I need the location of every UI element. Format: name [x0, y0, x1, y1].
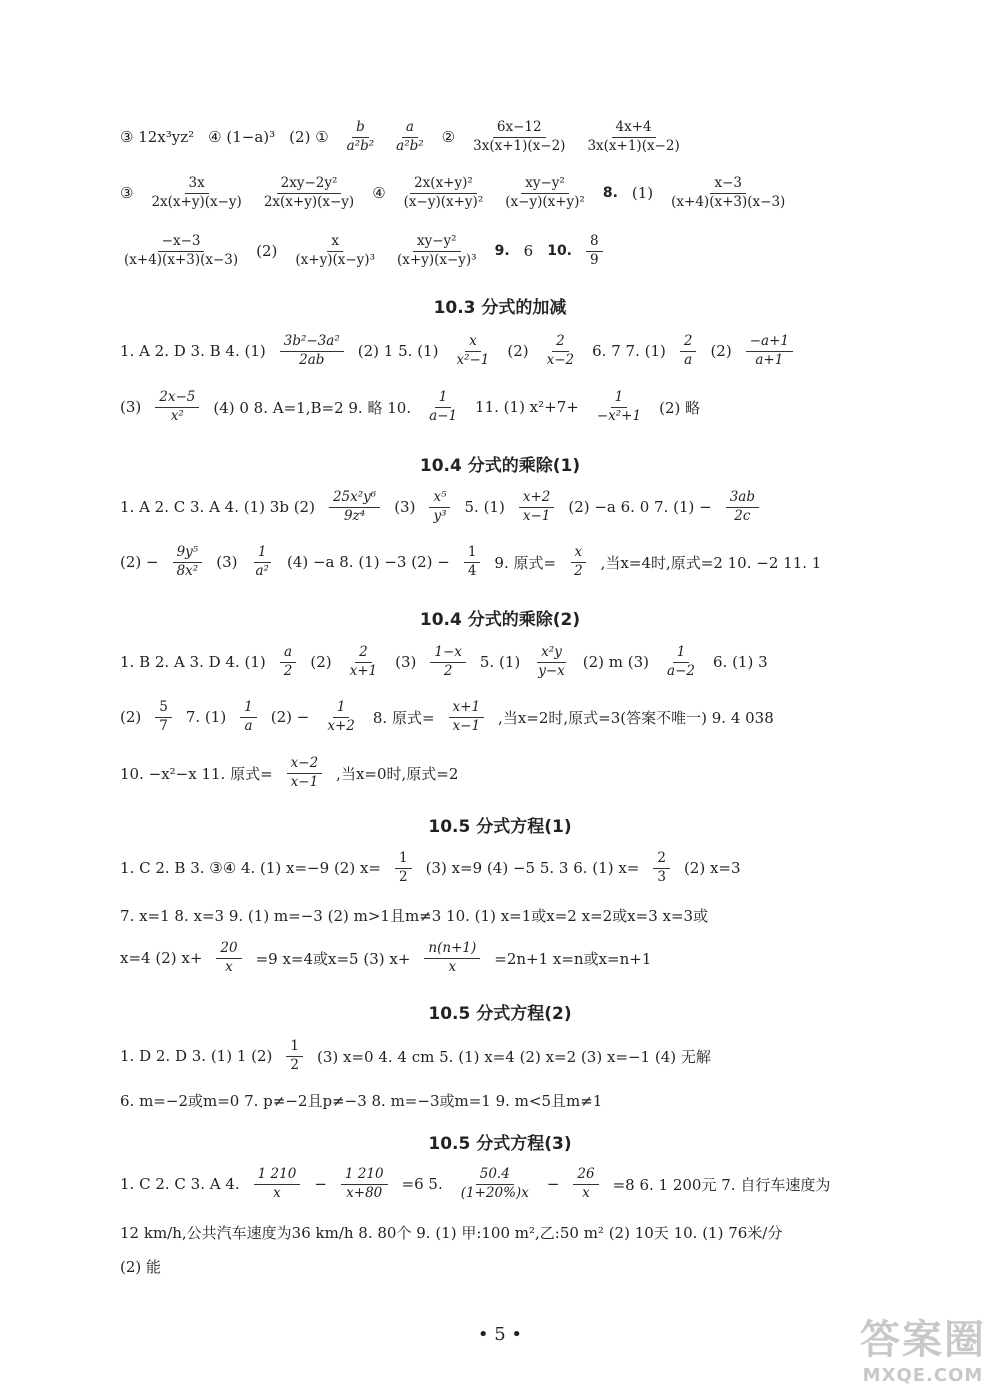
watermark-text: 答案圈: [860, 1317, 986, 1363]
answer-text: 5. (1): [464, 498, 505, 517]
answer-line: [120, 756, 882, 790]
fraction: $\frac{6x-12}{3x(x+1)(x-2)}$: [473, 119, 566, 154]
fraction: $\frac{2x-5}{\text{x²}}$: [155, 390, 199, 424]
fraction: $\frac{x}{\text{x²−1}}$: [456, 333, 490, 368]
section-heading: 10.3 分式的加减: [433, 298, 567, 318]
answer-text: (3) x=0 4. 4 cm 5. (1) x=4 (2) x=2 (3) x=−1 (4) 无解: [317, 1047, 711, 1066]
answer-line: [120, 334, 882, 368]
fraction: $\frac{5}{7}$: [155, 700, 172, 734]
answer-text: 1. C 2. B 3. ③④ 4. (1) x=−9 (2) x=: [120, 859, 381, 878]
fraction: $\frac{a}{\text{a²b²}}$: [396, 119, 424, 154]
answer-text: (3): [395, 653, 417, 672]
fraction: $\frac{\text{25x²y⁶}}{\text{9z⁴}}$: [329, 490, 380, 524]
answer-text: ,当x=4时,原式=2 10. −2 11. 1: [600, 553, 822, 572]
answer-text: (2): [507, 342, 529, 361]
answer-line: [120, 234, 882, 268]
answer-line: [120, 1039, 882, 1073]
answer-text: (2) −: [120, 553, 159, 572]
fraction: $\frac{\text{2x(x+y)²}}{\text{(x−y)(x+y)²}}$: [403, 175, 484, 210]
fraction: $\frac{x+1}{x-1}$: [449, 700, 485, 734]
fraction: $\frac{a}{2}$: [280, 645, 297, 679]
answer-text: (2) −: [270, 708, 310, 727]
answer-line: [120, 176, 882, 210]
question-number: 8.: [602, 185, 618, 202]
page-number: • 5 •: [477, 1324, 523, 1345]
answer-text: (3): [120, 398, 142, 417]
answer-text: x=4 (2) x+: [120, 949, 203, 968]
answer-text: 7. x=1 8. x=3 9. (1) m=−3 (2) m>1且m≠3 10. (1) x=1或x=2 x=2或x=3 x=3或: [120, 907, 709, 925]
fraction: $\frac{1-x}{2}$: [430, 645, 466, 679]
answer-text: =9 x=4或x=5 (3) x+: [255, 949, 411, 968]
answer-text: (2) ①: [289, 128, 329, 147]
fraction: $\frac{\text{x²y}}{y-x}$: [538, 644, 565, 679]
answer-text: 6. m=−2或m=0 7. p≠−2且p≠−3 8. m=−3或m=1 9. m<5且m≠1: [120, 1092, 603, 1110]
section-heading: 10.4 分式的乘除(1): [419, 456, 581, 476]
answer-text: 7. (1): [185, 708, 227, 727]
answer-text: ②: [441, 128, 456, 147]
answer-text: 12 km/h,公共汽车速度为36 km/h 8. 80个 9. (1) 甲:100 m²,乙:50 m² (2) 10天 10. (1) 76米/分: [120, 1224, 783, 1242]
answer-text: 1. A 2. C 3. A 4. (1) 3b (2): [120, 498, 315, 517]
answer-text: 1. B 2. A 3. D 4. (1): [120, 653, 266, 672]
fraction: $\frac{\text{2xy−2y²}}{2x(x+y)(x-y)}$: [263, 175, 355, 210]
answer-text: (3) x=9 (4) −5 5. 3 6. (1) x=: [425, 859, 640, 878]
answer-text: −: [546, 1175, 560, 1194]
answer-text: 8. 原式=: [372, 708, 435, 727]
fraction: $\frac{n(n+1)}{x}$: [424, 941, 480, 975]
fraction: $\frac{\text{9y⁵}}{\text{8x²}}$: [173, 545, 203, 579]
fraction: $\frac{8}{9}$: [586, 234, 603, 268]
answer-text: ③ 12x³yz²: [120, 128, 195, 147]
fraction: $\frac{x+2}{x-1}$: [519, 490, 555, 524]
watermark-url: MXQE.COM: [862, 1365, 984, 1386]
fraction: $\frac{1}{\text{a²}}$: [255, 544, 269, 579]
fraction: $\frac{50.4}{(1+20\%)x}$: [460, 1166, 529, 1201]
answer-line: [120, 120, 882, 154]
answer-text: 9. 原式=: [494, 553, 557, 572]
answer-text: −: [314, 1175, 327, 1194]
section-heading: 10.5 分式方程(2): [428, 1004, 572, 1024]
answer-text: 10. −x²−x 11. 原式=: [120, 764, 273, 783]
answer-line: [120, 1256, 882, 1277]
answer-text: (4) −a 8. (1) −3 (2) −: [286, 553, 450, 572]
answer-text: 1. D 2. D 3. (1) 1 (2): [120, 1047, 273, 1066]
answer-text: (1): [631, 184, 654, 203]
answer-text: 1. C 2. C 3. A 4.: [120, 1175, 240, 1194]
answer-text: 1. A 2. D 3. B 4. (1): [120, 342, 266, 361]
answer-line: [120, 545, 882, 579]
answer-text: 6. 7 7. (1): [592, 342, 666, 361]
section-heading: 10.4 分式的乘除(2): [419, 610, 581, 630]
answer-text: =8 6. 1 200元 7. 自行车速度为: [612, 1175, 831, 1194]
fraction: $\frac{1 210}{x}$: [254, 1167, 301, 1201]
watermark-logo: [860, 1308, 986, 1386]
fraction: $\frac{1}{a}$: [240, 700, 257, 734]
answer-text: (2): [120, 708, 142, 727]
section-heading: 10.5 分式方程(1): [428, 817, 572, 837]
fraction: $\frac{x}{2}$: [570, 545, 587, 579]
question-number: 10.: [547, 243, 573, 260]
fraction: $\frac{\text{x⁵}}{\text{y³}}$: [429, 490, 450, 524]
fraction: $\frac{x}{\text{(x+y)(x−y)³}}$: [295, 233, 375, 268]
answer-text: 5. (1): [479, 653, 521, 672]
fraction: $\frac{2}{3}$: [653, 851, 670, 885]
answer-text: (3): [394, 498, 416, 517]
fraction: $\frac{1}{2}$: [395, 851, 412, 885]
answer-text: ④ (1−a)³: [208, 128, 276, 147]
answer-text: 6. (1) 3: [713, 653, 768, 672]
fraction: $\frac{1}{2}$: [286, 1039, 303, 1073]
fraction: $\frac{b}{\text{a²b²}}$: [346, 119, 375, 154]
answer-text: (2): [710, 342, 732, 361]
fraction: $\frac{\text{3b²−3a²}}{2ab}$: [280, 334, 344, 368]
answer-text: ,当x=0时,原式=2: [336, 764, 459, 783]
answer-line: [120, 1167, 882, 1201]
fraction: $\frac{-a+1}{a+1}$: [746, 334, 793, 368]
answer-text: (2) 略: [659, 398, 701, 417]
answer-line: [120, 645, 882, 679]
fraction: $\frac{2}{a}$: [680, 334, 697, 368]
answer-text: ,当x=2时,原式=3(答案不唯一) 9. 4 038: [498, 708, 774, 727]
fraction: $\frac{3ab}{2c}$: [726, 490, 759, 524]
answer-text: =6 5.: [401, 1175, 443, 1194]
fraction: $\frac{4x+4}{3x(x+1)(x-2)}$: [587, 119, 680, 154]
fraction: $\frac{x-2}{x-1}$: [287, 756, 323, 790]
answer-text: (2) −a 6. 0 7. (1) −: [568, 498, 712, 517]
answer-text: =2n+1 x=n或x=n+1: [494, 949, 652, 968]
fraction: $\frac{x-3}{(x+4)(x+3)(x-3)}$: [671, 175, 786, 210]
fraction: $\frac{\text{xy−y²}}{\text{(x+y)(x−y)³}}$: [397, 233, 477, 268]
answer-line: [120, 700, 882, 734]
answer-text: (2) m (3): [582, 653, 650, 672]
answer-line: [120, 851, 882, 885]
answer-line: [120, 490, 882, 524]
question-number: 9.: [494, 243, 510, 260]
answer-text: ④: [372, 184, 386, 203]
fraction: $\frac{26}{x}$: [573, 1167, 598, 1201]
answer-line: [120, 1090, 882, 1111]
fraction: $\frac{2}{x-2}$: [546, 333, 575, 368]
fraction: $\frac{\text{xy−y²}}{\text{(x−y)(x+y)²}}$: [505, 175, 585, 210]
answer-line: [120, 905, 882, 926]
answer-text: (3): [216, 553, 238, 572]
answer-line: [120, 390, 882, 424]
fraction: $\frac{1}{a-1}$: [429, 389, 458, 424]
fraction: $\frac{1}{a-2}$: [667, 644, 695, 679]
fraction: $\frac{1}{\text{−x²+1}}$: [596, 389, 642, 424]
answer-line: [120, 1222, 882, 1243]
answer-text: (2) 能: [120, 1258, 162, 1276]
fraction: $\frac{1}{x+2}$: [327, 699, 355, 734]
fraction: $\frac{1 210}{x+80}$: [341, 1167, 388, 1201]
answer-line: [120, 941, 882, 975]
answer-text: (2) x=3: [683, 859, 741, 878]
fraction: $\frac{3x}{2x(x+y)(x-y)}$: [151, 175, 242, 210]
fraction: $\frac{20}{x}$: [216, 941, 241, 975]
answer-text: (2) 1 5. (1): [357, 342, 439, 361]
fraction: $\frac{2}{x+1}$: [349, 644, 378, 679]
answer-text: 6: [523, 242, 534, 261]
answer-text: ③: [120, 184, 134, 203]
fraction: $\frac{1}{4}$: [464, 545, 481, 579]
answer-text: 11. (1) x²+7+: [475, 398, 579, 417]
answer-text: (4) 0 8. A=1,B=2 9. 略 10.: [213, 398, 412, 417]
answer-text: (2): [310, 653, 332, 672]
section-heading: 10.5 分式方程(3): [428, 1134, 572, 1154]
fraction: $\frac{-x-3}{(x+4)(x+3)(x-3)}$: [124, 233, 239, 268]
answer-text: (2): [256, 242, 278, 261]
